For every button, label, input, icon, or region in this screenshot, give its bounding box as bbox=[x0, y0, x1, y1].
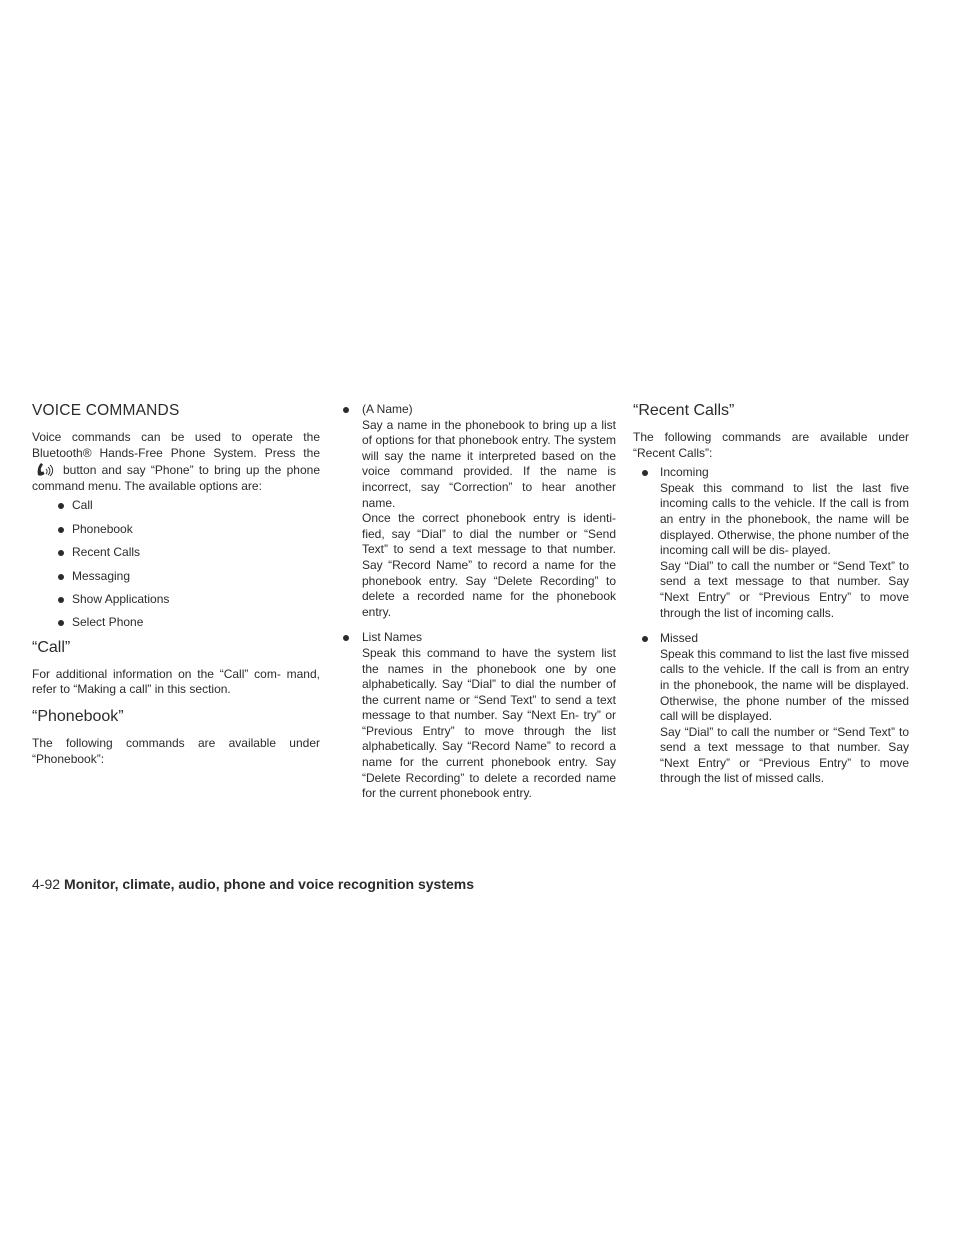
list-item bbox=[32, 615, 320, 631]
list-item bbox=[340, 630, 616, 802]
subheading-phonebook: “Phonebook” bbox=[32, 707, 124, 725]
intro-text-1: Voice commands can be used to operate the Bluetooth® Hands-Free Phone System. Press the bbox=[32, 430, 320, 460]
entry-text: Say a name in the phonebook to bring up a list of options for that phonebook entry. The system will say the name it interpreted based on the voice command provided. If the name is incorrect, say “Correction” to hear another name. bbox=[362, 417, 616, 510]
option-label: Call bbox=[72, 498, 93, 513]
entry-text: Speak this command to list the last five missed calls to the vehicle. If the call is from an entry in the phonebook, the name will be displayed. Otherwise, the phone number of the missed call will be displayed. bbox=[660, 646, 909, 724]
entry-title: List Names bbox=[362, 630, 423, 645]
intro-text-2: button and say “Phone” to bring up the phone command menu. The available options are: bbox=[32, 463, 320, 493]
bullet-icon bbox=[642, 636, 648, 642]
option-label: Recent Calls bbox=[72, 545, 141, 560]
list-item bbox=[32, 522, 320, 538]
list-item bbox=[32, 569, 320, 585]
entry-text: Speak this command to list the last five incoming calls to the vehicle. If the call is from an entry in the phonebook, the name will be displayed. Otherwise, the phone number of the incoming call will be dis- played. bbox=[660, 480, 909, 558]
column-middle bbox=[340, 402, 616, 812]
phone-voice-icon bbox=[35, 461, 55, 477]
page-footer bbox=[32, 876, 474, 892]
phonebook-paragraph: The following commands are available under “Phonebook”: bbox=[32, 735, 320, 766]
subheading-recent-calls: “Recent Calls” bbox=[633, 402, 735, 419]
entry-text: Speak this command to have the system list the names in the phonebook one by one alphabetically. Say “Dial” to dial the number of the current name or “Send Text” to send a text message to that number. Say “Next En- try” or “Previous Entry” to move through the list alphabetically. Say “Record Name” to record a name for the current phonebook entry. Say “Delete Recording” to delete a recorded name for the current phonebook entry. bbox=[362, 645, 616, 801]
option-label: Show Applications bbox=[72, 591, 170, 606]
page-number: 4-92 bbox=[32, 876, 61, 892]
bullet-icon bbox=[343, 407, 349, 413]
intro-paragraph bbox=[32, 430, 320, 494]
entry-title: Incoming bbox=[660, 465, 709, 480]
option-label: Messaging bbox=[72, 568, 131, 583]
entry-text-continued: Once the correct phonebook entry is identi- fied, say “Dial” to dial the number or “Send Text” to send a text message to that number. Say “Record Name” to record a name for the phonebook entry. Say “Delete Recording” to delete a recorded name for the phonebook entry. bbox=[362, 511, 616, 619]
entry-title: Missed bbox=[660, 631, 699, 646]
subheading-call: “Call” bbox=[32, 638, 71, 656]
bullet-icon bbox=[58, 620, 64, 626]
option-label: Phonebook bbox=[72, 521, 133, 536]
bullet-icon bbox=[58, 597, 64, 603]
column-left bbox=[32, 402, 320, 767]
entry-text-continued: Say “Dial” to call the number or “Send Text” to send a text message to that number. Say “Next Entry” or “Previous Entry” to move through the list of incoming calls. bbox=[660, 558, 909, 620]
list-item bbox=[633, 631, 909, 787]
list-item bbox=[32, 545, 320, 561]
entry-text-continued: Say “Dial” to call the number or “Send Text” to send a text message to that number. Say “Next Entry” or “Previous Entry” to move through the list of missed calls. bbox=[660, 724, 909, 786]
list-item bbox=[633, 465, 909, 621]
list-item bbox=[32, 592, 320, 608]
column-right bbox=[633, 402, 909, 797]
bullet-icon bbox=[58, 550, 64, 556]
bullet-icon bbox=[642, 470, 648, 476]
bullet-icon bbox=[58, 574, 64, 580]
recent-calls-intro: The following commands are available under “Recent Calls”: bbox=[633, 430, 909, 460]
call-paragraph: For additional information on the “Call” com- mand, refer to “Making a call” in this section. bbox=[32, 666, 320, 697]
entry-title: (A Name) bbox=[362, 402, 413, 416]
list-item bbox=[340, 402, 616, 620]
footer-section-title: Monitor, climate, audio, phone and voice recognition systems bbox=[64, 876, 474, 892]
option-label: Select Phone bbox=[72, 615, 144, 630]
section-heading-voice-commands: VOICE COMMANDS bbox=[32, 402, 180, 419]
list-item bbox=[32, 498, 320, 514]
bullet-icon bbox=[343, 635, 349, 641]
bullet-icon bbox=[58, 503, 64, 509]
bullet-icon bbox=[58, 527, 64, 533]
options-list bbox=[32, 498, 320, 631]
